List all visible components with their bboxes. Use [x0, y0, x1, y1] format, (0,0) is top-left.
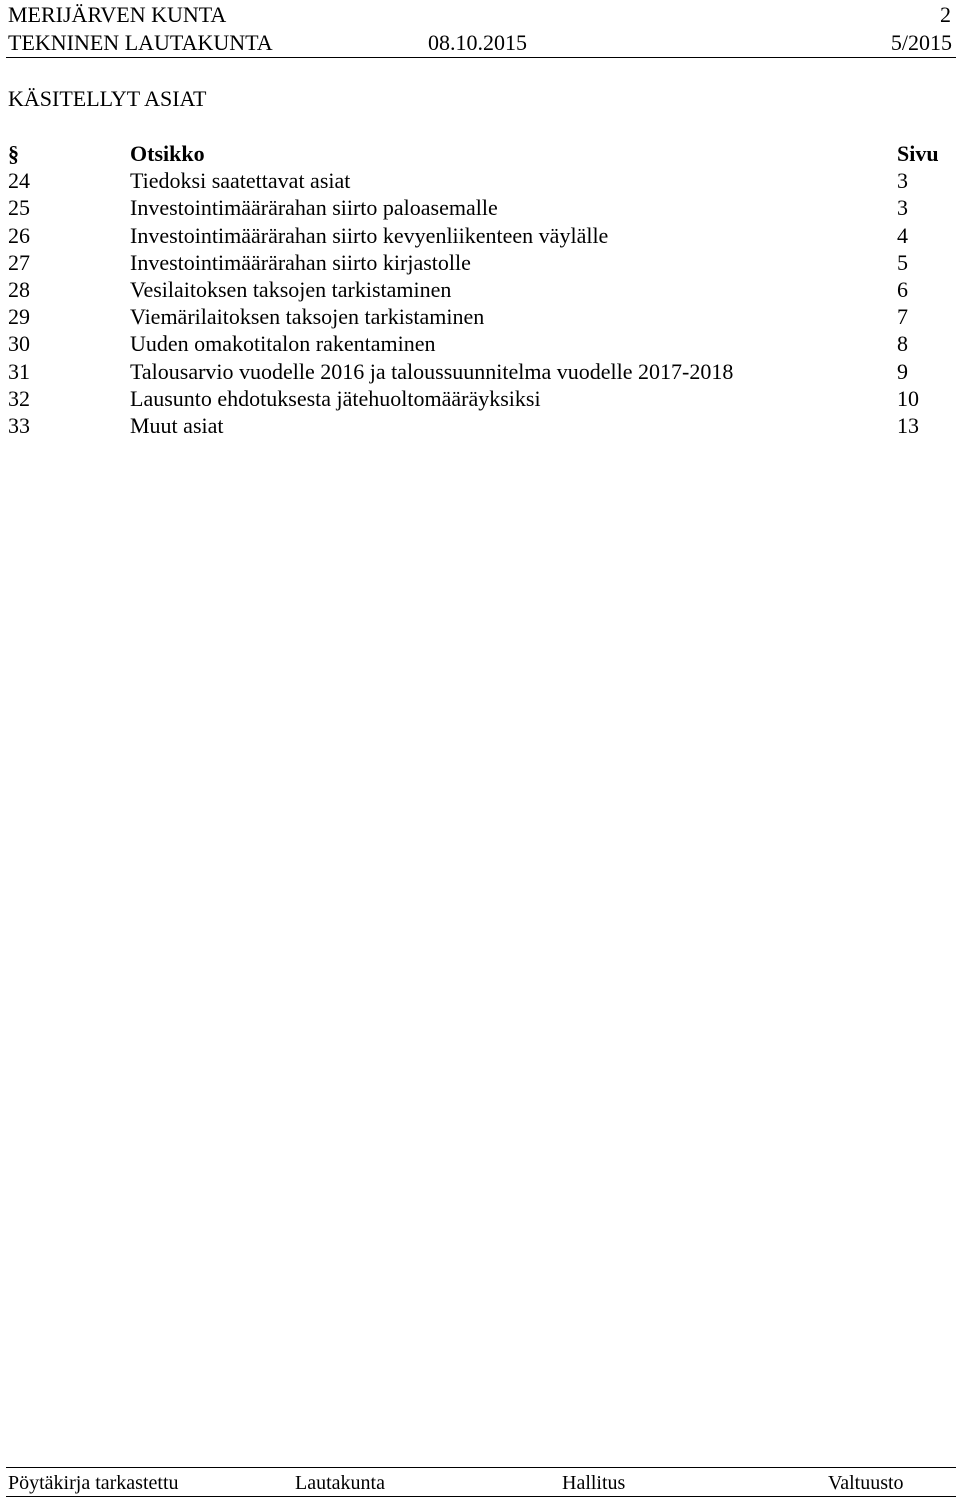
item-number: 30	[8, 331, 30, 357]
table-row	[8, 386, 954, 413]
item-number: 27	[8, 249, 30, 275]
meeting-number: 5/2015	[890, 30, 952, 55]
item-number: 29	[8, 304, 30, 330]
page-number: 2	[940, 2, 951, 27]
table-row	[8, 277, 954, 304]
item-page: 7	[897, 304, 908, 330]
footer-divider	[6, 1467, 956, 1468]
item-title: Investointimäärärahan siirto kirjastolle	[130, 249, 471, 275]
table-row	[8, 304, 954, 331]
item-title: Lausunto ehdotuksesta jätehuoltomääräyksiksi	[130, 385, 541, 411]
table-of-contents	[8, 141, 954, 440]
meeting-date: 08.10.2015	[428, 30, 527, 55]
item-number: 25	[8, 195, 30, 221]
item-title: Talousarvio vuodelle 2016 ja taloussuunnitelma vuodelle 2017-2018	[130, 358, 734, 384]
toc-header-page: Sivu	[897, 141, 939, 166]
item-title: Viemärilaitoksen taksojen tarkistaminen	[130, 304, 485, 330]
item-page: 5	[897, 249, 908, 275]
item-title: Tiedoksi saatettavat asiat	[130, 168, 351, 194]
table-row	[8, 413, 954, 440]
toc-header-row	[8, 141, 954, 168]
table-row	[8, 223, 954, 250]
footer-board: Hallitus	[562, 1472, 626, 1494]
table-row	[8, 250, 954, 277]
footer-council: Valtuusto	[828, 1472, 904, 1494]
item-page: 10	[897, 385, 919, 411]
item-number: 24	[8, 168, 30, 194]
table-row	[8, 195, 954, 222]
item-number: 33	[8, 412, 30, 438]
toc-header-section-symbol: §	[8, 141, 19, 166]
footer-minutes-checked: Pöytäkirja tarkastettu	[8, 1472, 179, 1494]
item-page: 8	[897, 331, 908, 357]
committee-name: TEKNINEN LAUTAKUNTA	[8, 30, 273, 55]
item-number: 32	[8, 385, 30, 411]
item-page: 4	[897, 222, 908, 248]
item-title: Uuden omakotitalon rakentaminen	[130, 331, 436, 357]
header-divider	[6, 57, 956, 58]
item-title: Investointimäärärahan siirto paloasemalle	[130, 195, 498, 221]
section-title: KÄSITELLYT ASIAT	[8, 86, 207, 111]
item-page: 13	[897, 412, 919, 438]
table-row	[8, 168, 954, 195]
item-number: 28	[8, 276, 30, 302]
item-title: Investointimäärärahan siirto kevyenliikenteen väylälle	[130, 222, 609, 248]
municipality-name: MERIJÄRVEN KUNTA	[8, 2, 227, 27]
footer-committee: Lautakunta	[295, 1472, 385, 1494]
item-page: 6	[897, 276, 908, 302]
footer-bottom-divider	[6, 1496, 956, 1497]
item-number: 26	[8, 222, 30, 248]
item-page: 3	[897, 195, 908, 221]
table-row	[8, 359, 954, 386]
item-title: Vesilaitoksen taksojen tarkistaminen	[130, 276, 452, 302]
toc-header-title: Otsikko	[130, 141, 205, 166]
item-page: 3	[897, 168, 908, 194]
item-title: Muut asiat	[130, 412, 224, 438]
table-row	[8, 331, 954, 358]
item-page: 9	[897, 358, 908, 384]
item-number: 31	[8, 358, 30, 384]
